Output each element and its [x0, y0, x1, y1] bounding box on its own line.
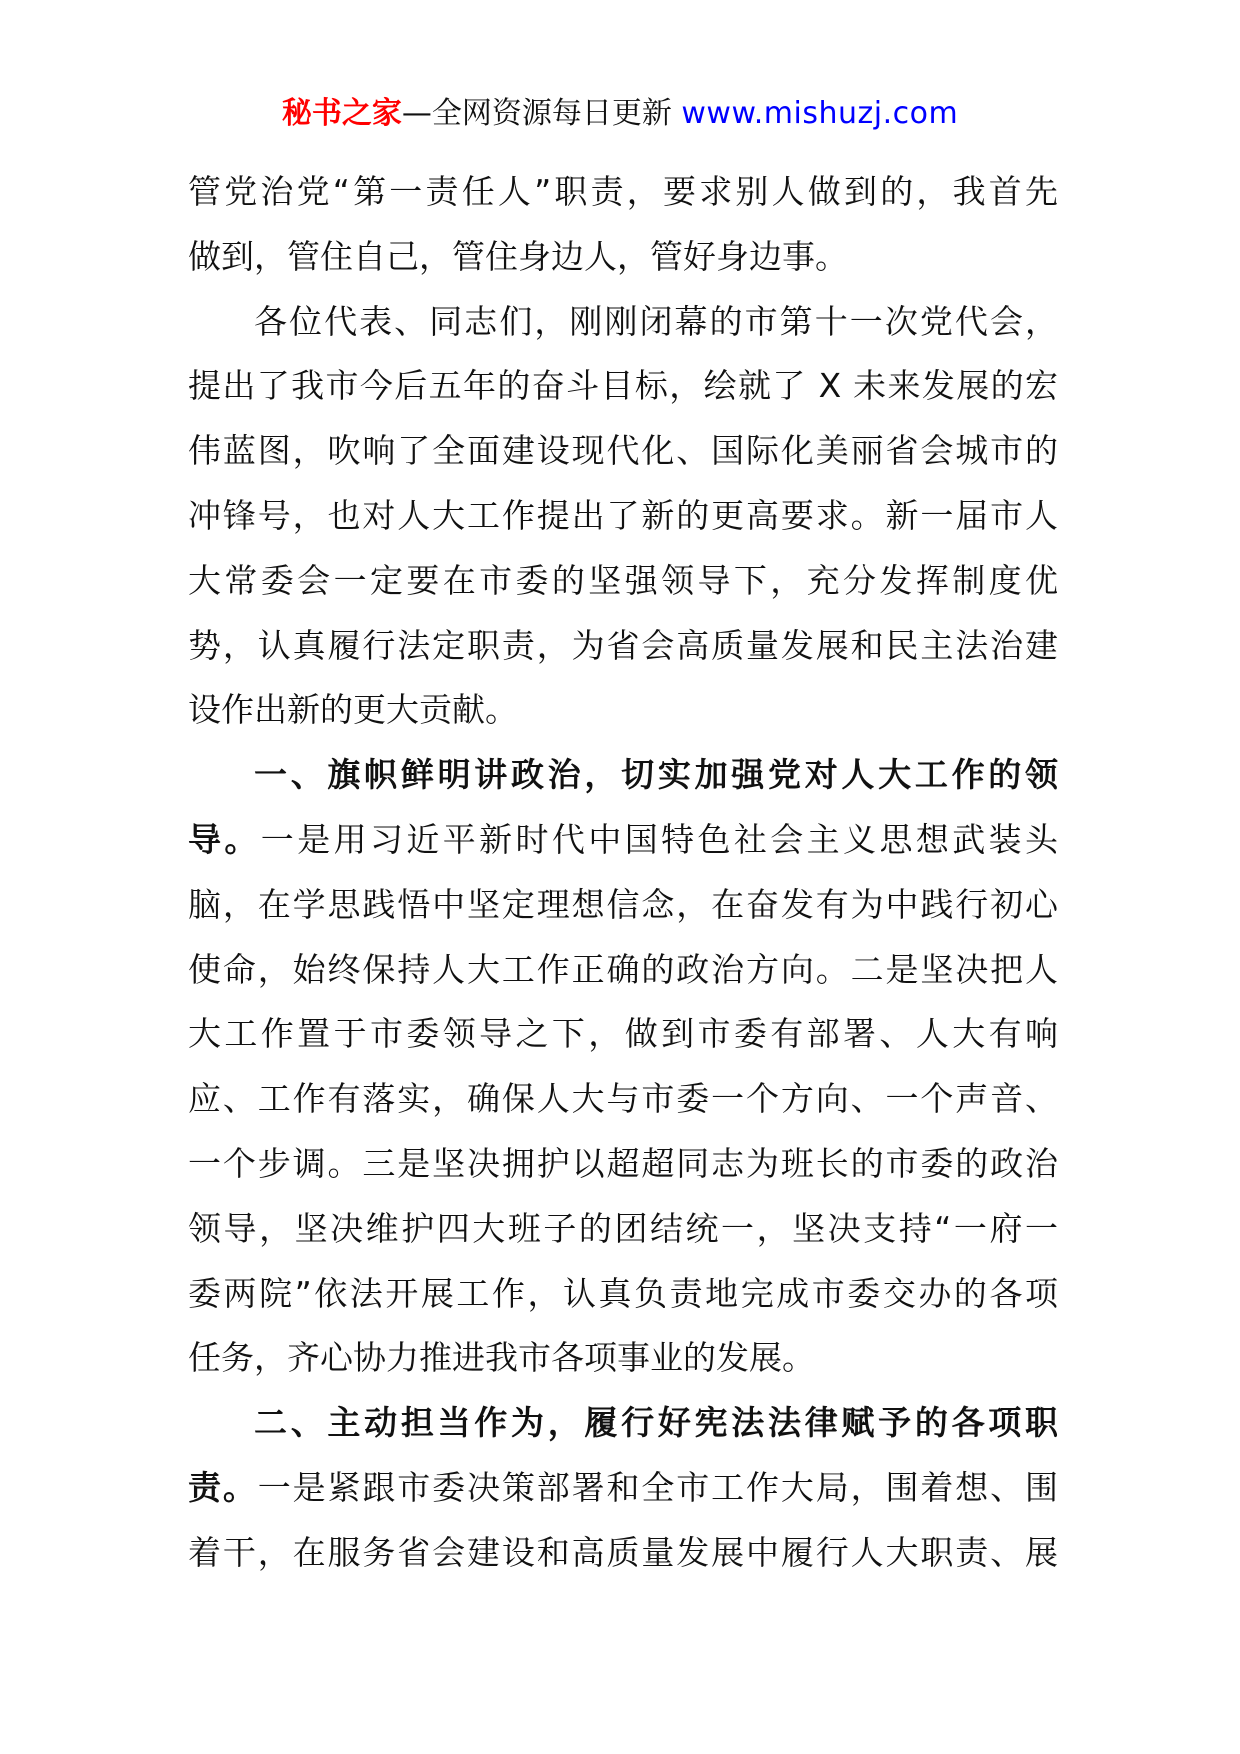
- text-line: 伟蓝图，吹响了全面建设现代化、国际化美丽省会城市的: [188, 431, 1058, 471]
- text-line: 大工作置于市委领导之下，做到市委有部署、人大有响: [188, 1014, 1058, 1054]
- text-line: 势，认真履行法定职责，为省会高质量发展和民主法治建: [188, 625, 1058, 665]
- text-line: 应、工作有落实，确保人大与市委一个方向、一个声音、: [188, 1079, 1058, 1119]
- text-line: 提出了我市今后五年的奋斗目标，绘就了 X 未来发展的宏: [188, 366, 1058, 406]
- text-line: 委两院”依法开展工作，认真负责地完成市委交办的各项: [188, 1273, 1058, 1313]
- text-line: 任务，齐心协力推进我市各项事业的发展。: [188, 1338, 815, 1378]
- header-tagline: —全网资源每日更新: [401, 96, 672, 131]
- text-line: 各位代表、同志们，刚刚闭幕的市第十一次党代会，: [254, 301, 1058, 341]
- heading-2-tail: 责。: [188, 1467, 258, 1507]
- heading-1-tail: 导。: [188, 819, 261, 859]
- line-rest: 一是紧跟市委决策部署和全市工作大局，围着想、围: [257, 1467, 1058, 1507]
- document-body: [188, 160, 1058, 1586]
- text-line: 脑，在学思践悟中坚定理想信念，在奋发有为中践行初心: [188, 884, 1058, 924]
- text-line-with-heading-end: [188, 1456, 1058, 1521]
- text-line: 大常委会一定要在市委的坚强领导下，充分发挥制度优: [188, 560, 1058, 600]
- text-line: 领导，坚决维护四大班子的团结统一，坚决支持“一府一: [188, 1208, 1058, 1248]
- text-line: 着干，在服务省会建设和高质量发展中履行人大职责、展: [188, 1532, 1058, 1572]
- text-line: 冲锋号，也对人大工作提出了新的更高要求。新一届市人: [188, 495, 1058, 535]
- text-line: 做到，管住自己，管住身边人，管好身边事。: [188, 236, 848, 276]
- site-url-link[interactable]: www.mishuzj.com: [681, 96, 959, 131]
- section-heading-2: 二、主动担当作为，履行好宪法法律赋予的各项职: [254, 1403, 1058, 1443]
- line-rest: 一是用习近平新时代中国特色社会主义思想武装头: [260, 819, 1059, 859]
- text-line: 管党治党“第一责任人”职责，要求别人做到的，我首先: [188, 172, 1058, 211]
- brand-name: 秘书之家: [281, 96, 402, 131]
- text-line: 一个步调。三是坚决拥护以超超同志为班长的市委的政治: [188, 1143, 1058, 1183]
- text-line: 设作出新的更大贡献。: [188, 690, 518, 730]
- text-line: 使命，始终保持人大工作正确的政治方向。二是坚决把人: [188, 949, 1058, 989]
- text-line-with-heading-end: [188, 808, 1058, 873]
- section-heading-1: 一、旗帜鲜明讲政治，切实加强党对人大工作的领: [254, 755, 1058, 795]
- page-header: [0, 94, 1240, 134]
